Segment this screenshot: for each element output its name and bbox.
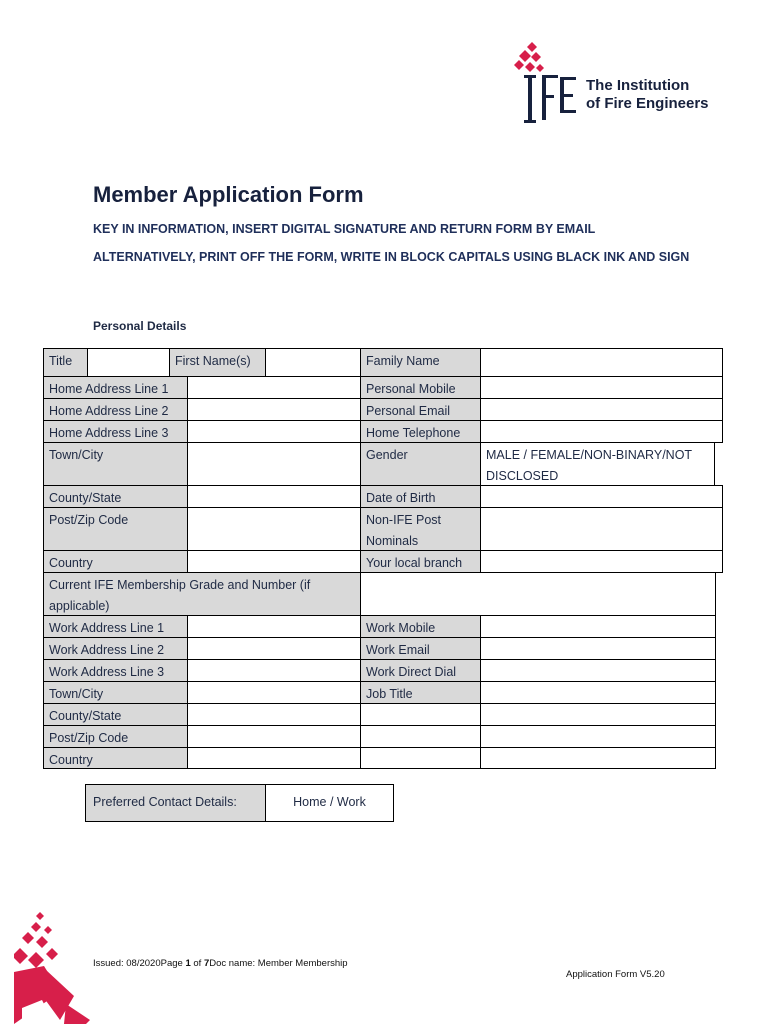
work-direct-dial-field[interactable] [480, 659, 716, 682]
preferred-contact-label: Preferred Contact Details: [86, 785, 266, 821]
label-personal-mobile: Personal Mobile [360, 376, 481, 399]
label-first-names: First Name(s) [169, 348, 266, 377]
label-work-address-1: Work Address Line 1 [43, 615, 188, 638]
extra-field-value-1[interactable] [480, 703, 716, 726]
work-mobile-field[interactable] [480, 615, 716, 638]
label-membership-grade [43, 572, 361, 616]
label-home-address-1: Home Address Line 1 [43, 376, 188, 399]
work-address-3-field[interactable] [187, 659, 361, 682]
extra-field-label-2[interactable] [360, 725, 481, 748]
footer-page-of: of [190, 958, 204, 969]
home-county-field[interactable] [187, 485, 361, 508]
label-work-postcode: Post/Zip Code [43, 725, 188, 748]
label-home-postcode: Post/Zip Code [43, 507, 188, 551]
label-work-address-3: Work Address Line 3 [43, 659, 188, 682]
home-address-3-field[interactable] [187, 420, 361, 443]
work-county-field[interactable] [187, 703, 361, 726]
work-postcode-field[interactable] [187, 725, 361, 748]
post-nominals-line1: Non-IFE Post [366, 513, 442, 527]
date-of-birth-field[interactable] [480, 485, 723, 508]
label-job-title: Job Title [360, 681, 481, 704]
job-title-field[interactable] [480, 681, 716, 704]
extra-field-value-2[interactable] [480, 725, 716, 748]
section-label-personal-details: Personal Details [93, 319, 187, 333]
personal-email-field[interactable] [480, 398, 723, 421]
work-country-field[interactable] [187, 747, 361, 769]
footer-page-current: 1 [185, 958, 191, 969]
label-work-mobile: Work Mobile [360, 615, 481, 638]
label-home-address-3: Home Address Line 3 [43, 420, 188, 443]
personal-mobile-field[interactable] [480, 376, 723, 399]
work-address-2-field[interactable] [187, 637, 361, 660]
first-names-field[interactable] [265, 348, 361, 377]
brand-name-line1: The Institution [586, 77, 690, 94]
family-name-field[interactable] [480, 348, 723, 377]
label-title: Title [43, 348, 88, 377]
home-address-1-field[interactable] [187, 376, 361, 399]
footer-doc-name: Doc name: Member Membership [209, 958, 348, 969]
footer-page-prefix: Page [160, 958, 186, 969]
label-home-address-2: Home Address Line 2 [43, 398, 188, 421]
extra-field-label-3[interactable] [360, 747, 481, 769]
post-nominals-field[interactable] [480, 507, 723, 551]
membership-grade-field[interactable] [360, 572, 716, 616]
label-personal-email: Personal Email [360, 398, 481, 421]
preferred-contact-field[interactable]: Home / Work [266, 785, 393, 821]
extra-field-label-1[interactable] [360, 703, 481, 726]
home-town-field[interactable] [187, 442, 361, 486]
label-local-branch: Your local branch [360, 550, 481, 573]
label-home-town: Town/City [43, 442, 188, 486]
instruction-email: KEY IN INFORMATION, INSERT DIGITAL SIGNATURE AND RETURN FORM BY EMAIL [93, 222, 596, 236]
label-home-telephone: Home Telephone [360, 420, 481, 443]
work-town-field[interactable] [187, 681, 361, 704]
footer-page-total: 7 [203, 958, 210, 969]
footer-issued: Issued: 08/2020 [93, 958, 161, 969]
footer-doc-info [93, 958, 348, 969]
label-home-county: County/State [43, 485, 188, 508]
home-telephone-field[interactable] [480, 420, 723, 443]
brand-name [586, 77, 709, 113]
instruction-print: ALTERNATIVELY, PRINT OFF THE FORM, WRITE IN BLOCK CAPITALS USING BLACK INK AND SIGN [93, 250, 690, 264]
home-country-field[interactable] [187, 550, 361, 573]
work-address-1-field[interactable] [187, 615, 361, 638]
footer-form-version: Application Form V5.20 [566, 969, 665, 980]
label-work-address-2: Work Address Line 2 [43, 637, 188, 660]
label-work-country: Country [43, 747, 188, 769]
label-family-name: Family Name [360, 348, 481, 377]
gender-options-line1: MALE / FEMALE/NON-BINARY/NOT [486, 448, 693, 462]
work-email-field[interactable] [480, 637, 716, 660]
brand-name-line2: of Fire Engineers [586, 95, 709, 112]
home-postcode-field[interactable] [187, 507, 361, 551]
page-title: Member Application Form [93, 182, 364, 207]
membership-grade-line1: Current IFE Membership Grade and Number (if [49, 578, 311, 592]
home-address-2-field[interactable] [187, 398, 361, 421]
label-work-town: Town/City [43, 681, 188, 704]
ife-corner-mark-icon [14, 908, 96, 1024]
title-field[interactable] [87, 348, 170, 377]
label-work-direct-dial: Work Direct Dial [360, 659, 481, 682]
gender-options-line2: DISCLOSED [486, 469, 559, 483]
membership-grade-line2: applicable) [49, 599, 110, 613]
label-date-of-birth: Date of Birth [360, 485, 481, 508]
label-post-nominals [360, 507, 481, 551]
post-nominals-line2: Nominals [366, 534, 419, 548]
label-home-country: Country [43, 550, 188, 573]
label-gender: Gender [360, 442, 481, 486]
label-work-email: Work Email [360, 637, 481, 660]
extra-field-value-3[interactable] [480, 747, 716, 769]
local-branch-field[interactable] [480, 550, 723, 573]
gender-field[interactable] [480, 442, 715, 486]
label-work-county: County/State [43, 703, 188, 726]
